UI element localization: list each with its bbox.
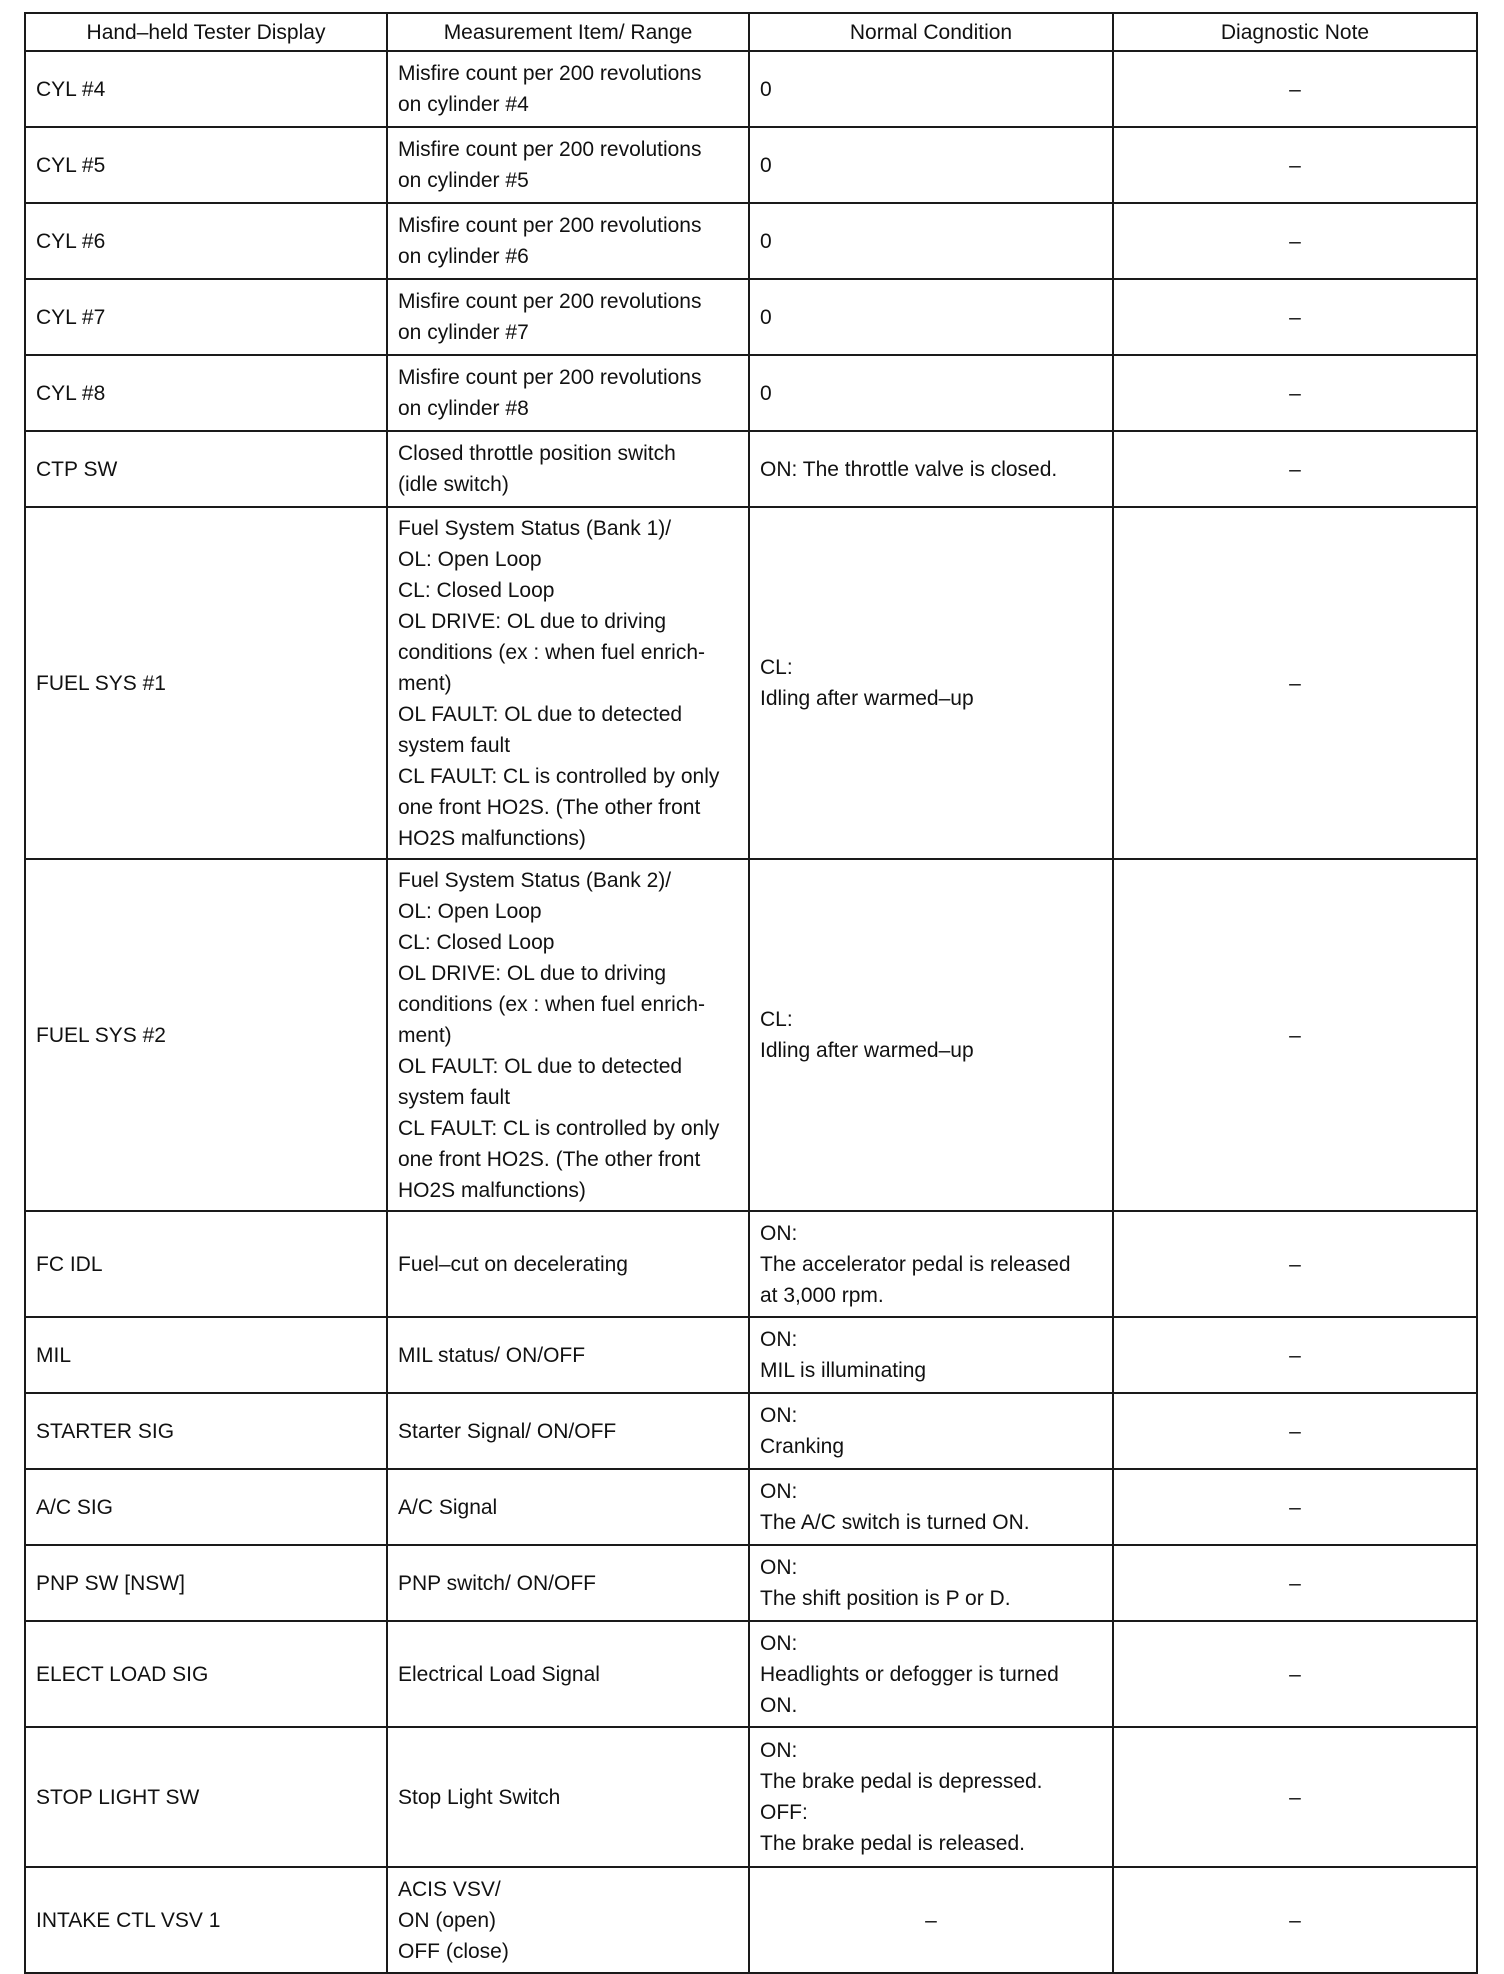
cell-tester-display: FUEL SYS #2 xyxy=(25,859,387,1211)
cell-diagnostic-note: – xyxy=(1113,859,1477,1211)
cell-tester-display: A/C SIG xyxy=(25,1469,387,1545)
cell-tester-display: CYL #7 xyxy=(25,279,387,355)
diagnostic-data-table xyxy=(24,12,1478,1974)
cell-measurement-item: Closed throttle position switch (idle switch) xyxy=(387,431,749,507)
table-row xyxy=(25,355,1477,431)
cell-tester-display: CYL #8 xyxy=(25,355,387,431)
cell-tester-display: CYL #5 xyxy=(25,127,387,203)
cell-diagnostic-note: – xyxy=(1113,1317,1477,1393)
cell-normal-condition: ON: The A/C switch is turned ON. xyxy=(749,1469,1113,1545)
table-row xyxy=(25,279,1477,355)
cell-diagnostic-note: – xyxy=(1113,431,1477,507)
cell-normal-condition: 0 xyxy=(749,203,1113,279)
cell-measurement-item: Misfire count per 200 revolutions on cylinder #8 xyxy=(387,355,749,431)
header-measurement-item: Measurement Item/ Range xyxy=(387,13,749,51)
cell-diagnostic-note: – xyxy=(1113,355,1477,431)
cell-diagnostic-note: – xyxy=(1113,279,1477,355)
cell-measurement-item: Misfire count per 200 revolutions on cylinder #7 xyxy=(387,279,749,355)
cell-measurement-item: Misfire count per 200 revolutions on cylinder #6 xyxy=(387,203,749,279)
cell-measurement-item: Fuel System Status (Bank 2)/ OL: Open Loop CL: Closed Loop OL DRIVE: OL due to driving conditions (ex : when fuel enrich- ment) OL FAULT: OL due to detected system fault CL FAULT: CL is controlled by only one front HO2S. (The other front HO2S malfunctions) xyxy=(387,859,749,1211)
table-row xyxy=(25,1317,1477,1393)
cell-diagnostic-note: – xyxy=(1113,1545,1477,1621)
table-row xyxy=(25,1545,1477,1621)
cell-diagnostic-note: – xyxy=(1113,507,1477,859)
cell-tester-display: MIL xyxy=(25,1317,387,1393)
cell-measurement-item: ACIS VSV/ ON (open) OFF (close) xyxy=(387,1867,749,1973)
table-row xyxy=(25,1621,1477,1727)
table-row xyxy=(25,431,1477,507)
cell-diagnostic-note: – xyxy=(1113,1393,1477,1469)
cell-normal-condition: ON: The brake pedal is depressed. OFF: The brake pedal is released. xyxy=(749,1727,1113,1867)
cell-tester-display: STOP LIGHT SW xyxy=(25,1727,387,1867)
header-tester-display: Hand–held Tester Display xyxy=(25,13,387,51)
cell-normal-condition: ON: MIL is illuminating xyxy=(749,1317,1113,1393)
cell-measurement-item: Misfire count per 200 revolutions on cylinder #4 xyxy=(387,51,749,127)
cell-normal-condition: CL: Idling after warmed–up xyxy=(749,859,1113,1211)
table-row xyxy=(25,1727,1477,1867)
cell-normal-condition: 0 xyxy=(749,51,1113,127)
cell-measurement-item: Fuel–cut on decelerating xyxy=(387,1211,749,1317)
cell-normal-condition: – xyxy=(749,1867,1113,1973)
cell-diagnostic-note: – xyxy=(1113,127,1477,203)
cell-diagnostic-note: – xyxy=(1113,1469,1477,1545)
table-row xyxy=(25,1211,1477,1317)
cell-normal-condition: 0 xyxy=(749,355,1113,431)
cell-measurement-item: Misfire count per 200 revolutions on cylinder #5 xyxy=(387,127,749,203)
cell-diagnostic-note: – xyxy=(1113,1727,1477,1867)
cell-normal-condition: ON: Cranking xyxy=(749,1393,1113,1469)
cell-tester-display: STARTER SIG xyxy=(25,1393,387,1469)
cell-tester-display: CYL #4 xyxy=(25,51,387,127)
cell-measurement-item: MIL status/ ON/OFF xyxy=(387,1317,749,1393)
table-row xyxy=(25,127,1477,203)
table-row xyxy=(25,1867,1477,1973)
cell-diagnostic-note: – xyxy=(1113,51,1477,127)
cell-tester-display: CTP SW xyxy=(25,431,387,507)
cell-normal-condition: ON: The shift position is P or D. xyxy=(749,1545,1113,1621)
cell-normal-condition: CL: Idling after warmed–up xyxy=(749,507,1113,859)
cell-normal-condition: ON: The throttle valve is closed. xyxy=(749,431,1113,507)
header-normal-condition: Normal Condition xyxy=(749,13,1113,51)
table-header-row xyxy=(25,13,1477,51)
cell-tester-display: FUEL SYS #1 xyxy=(25,507,387,859)
table-row xyxy=(25,859,1477,1211)
table-row xyxy=(25,51,1477,127)
cell-measurement-item: Stop Light Switch xyxy=(387,1727,749,1867)
cell-normal-condition: ON: The accelerator pedal is released at 3,000 rpm. xyxy=(749,1211,1113,1317)
header-diagnostic-note: Diagnostic Note xyxy=(1113,13,1477,51)
cell-tester-display: CYL #6 xyxy=(25,203,387,279)
table-row xyxy=(25,1393,1477,1469)
cell-normal-condition: 0 xyxy=(749,127,1113,203)
cell-diagnostic-note: – xyxy=(1113,203,1477,279)
table-row xyxy=(25,1469,1477,1545)
cell-measurement-item: Starter Signal/ ON/OFF xyxy=(387,1393,749,1469)
cell-normal-condition: ON: Headlights or defogger is turned ON. xyxy=(749,1621,1113,1727)
cell-measurement-item: A/C Signal xyxy=(387,1469,749,1545)
cell-diagnostic-note: – xyxy=(1113,1211,1477,1317)
cell-diagnostic-note: – xyxy=(1113,1867,1477,1973)
cell-normal-condition: 0 xyxy=(749,279,1113,355)
table-row xyxy=(25,203,1477,279)
cell-measurement-item: Fuel System Status (Bank 1)/ OL: Open Loop CL: Closed Loop OL DRIVE: OL due to driving conditions (ex : when fuel enrich- ment) OL FAULT: OL due to detected system fault CL FAULT: CL is controlled by only one front HO2S. (The other front HO2S malfunctions) xyxy=(387,507,749,859)
cell-tester-display: ELECT LOAD SIG xyxy=(25,1621,387,1727)
cell-tester-display: FC IDL xyxy=(25,1211,387,1317)
table-row xyxy=(25,507,1477,859)
cell-tester-display: INTAKE CTL VSV 1 xyxy=(25,1867,387,1973)
cell-measurement-item: PNP switch/ ON/OFF xyxy=(387,1545,749,1621)
cell-measurement-item: Electrical Load Signal xyxy=(387,1621,749,1727)
cell-diagnostic-note: – xyxy=(1113,1621,1477,1727)
cell-tester-display: PNP SW [NSW] xyxy=(25,1545,387,1621)
